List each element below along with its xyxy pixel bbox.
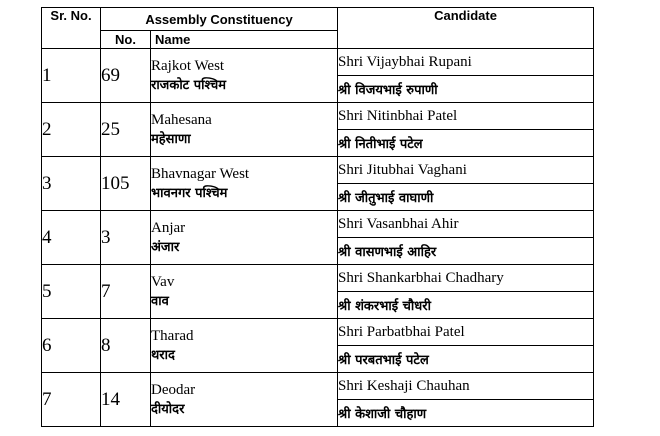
constituency-name-en: Anjar [151,220,186,236]
table-row [42,157,594,184]
candidate-name-en: Shri Jitubhai Vaghani [338,157,594,184]
table-row [42,265,594,292]
constituency-name-cell [151,373,338,427]
table-row [42,319,594,346]
sr-no-cell: 4 [42,211,101,265]
candidate-name-en: Shri Nitinbhai Patel [338,103,594,130]
candidate-name-hi: श्री शंकरभाई चौधरी [338,292,594,319]
constituency-name-cell [151,157,338,211]
constituency-name-cell [151,265,338,319]
table-row [42,373,594,400]
constituency-name-hi: थराद [151,348,175,363]
constituency-no-cell: 3 [101,211,151,265]
constituency-name-cell [151,49,338,103]
constituency-name-en: Deodar [151,382,196,398]
header-sr-no: Sr. No. [42,8,101,49]
candidate-name-en: Shri Parbatbhai Patel [338,319,594,346]
candidate-name-en: Shri Keshaji Chauhan [338,373,594,400]
constituency-name-cell [151,319,338,373]
constituency-name-en: Mahesana [151,112,212,128]
candidate-name-hi: श्री जीतुभाई वाघाणी [338,184,594,211]
constituency-name-hi: महेसाणा [151,132,191,147]
header-name: Name [151,31,338,49]
constituency-name-cell [151,211,338,265]
constituency-name-hi: भावनगर पश्चिम [151,186,228,201]
constituency-no-cell: 7 [101,265,151,319]
constituency-no-cell: 25 [101,103,151,157]
table-row [42,211,594,238]
candidate-name-en: Shri Vijaybhai Rupani [338,49,594,76]
constituency-name-en: Tharad [151,328,194,344]
candidate-name-hi: श्री नितीभाई पटेल [338,130,594,157]
sr-no-cell: 2 [42,103,101,157]
sr-no-cell: 6 [42,319,101,373]
header-candidate: Candidate [338,8,594,49]
constituency-name-en: Vav [151,274,175,290]
constituency-name-hi: राजकोट पश्चिम [151,78,227,93]
candidate-table [41,7,594,427]
table-row [42,103,594,130]
sr-no-cell: 1 [42,49,101,103]
table-row [42,49,594,76]
candidate-name-en: Shri Shankarbhai Chadhary [338,265,594,292]
candidate-name-hi: श्री केशाजी चौहाण [338,400,594,427]
constituency-name-hi: वाव [151,294,169,309]
constituency-name-hi: अंजार [151,240,180,255]
candidate-name-hi: श्री विजयभाई रुपाणी [338,76,594,103]
constituency-name-cell [151,103,338,157]
constituency-no-cell: 8 [101,319,151,373]
constituency-name-en: Rajkot West [151,58,225,74]
header-row [42,8,594,31]
constituency-no-cell: 14 [101,373,151,427]
sr-no-cell: 7 [42,373,101,427]
constituency-name-hi: दीयोदर [151,402,185,417]
constituency-no-cell: 69 [101,49,151,103]
constituency-no-cell: 105 [101,157,151,211]
constituency-name-en: Bhavnagar West [151,166,250,182]
header-assembly-constituency: Assembly Constituency [101,8,338,31]
header-no: No. [101,31,151,49]
candidate-name-hi: श्री परबतभाई पटेल [338,346,594,373]
sr-no-cell: 3 [42,157,101,211]
candidate-name-en: Shri Vasanbhai Ahir [338,211,594,238]
candidate-name-hi: श्री वासणभाई आहिर [338,238,594,265]
sr-no-cell: 5 [42,265,101,319]
